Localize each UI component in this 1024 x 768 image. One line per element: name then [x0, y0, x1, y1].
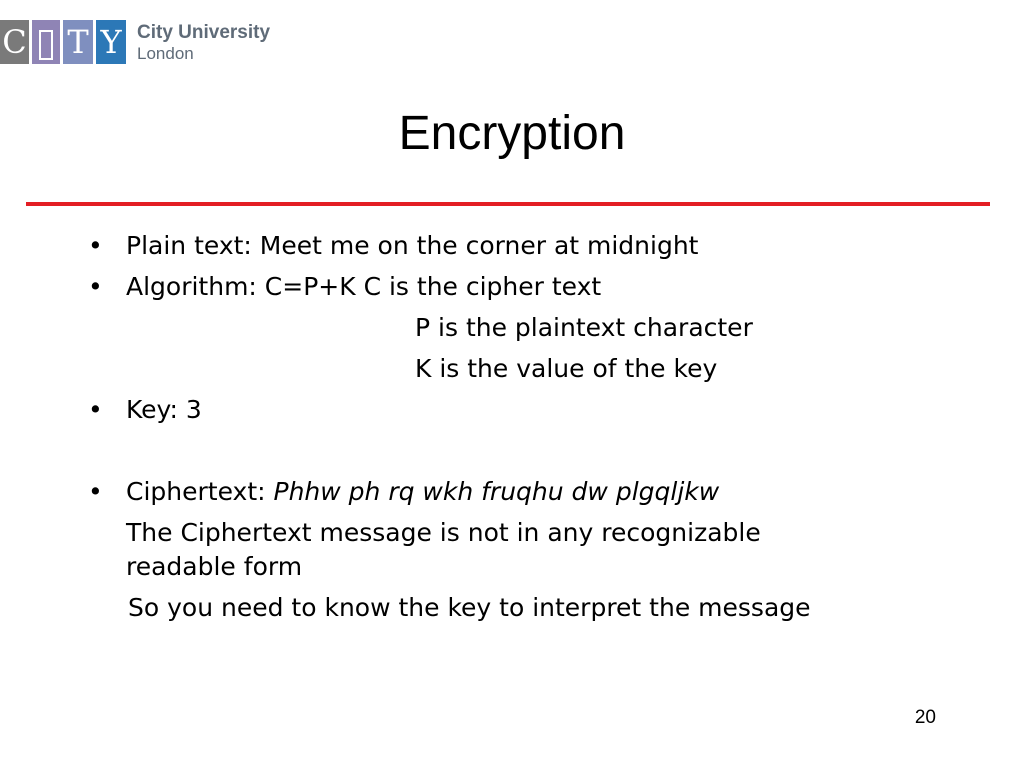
bullet-marker: •	[88, 272, 103, 301]
title-divider	[26, 202, 990, 206]
ciphertext-label: Ciphertext:	[126, 477, 274, 506]
logo-tile-t: T	[63, 20, 93, 64]
ciphertext-note-line2: readable form	[126, 552, 303, 581]
logo-wordmark	[137, 22, 270, 64]
bullet-marker: •	[88, 231, 103, 260]
logo-i-shape	[39, 30, 53, 60]
bullet-key: Key: 3	[126, 395, 202, 424]
logo-name-line1: City University	[137, 22, 271, 43]
logo-tile-i	[32, 20, 60, 64]
algorithm-p-definition: P is the plaintext character	[415, 313, 753, 342]
logo-name-line2: London	[137, 44, 194, 63]
page-number: 20	[914, 707, 936, 728]
bullet-marker: •	[88, 477, 103, 506]
ciphertext-note-line1: The Ciphertext message is not in any recognizable	[126, 518, 761, 547]
bullet-ciphertext	[126, 475, 719, 509]
ciphertext-value: Phhw ph rq wkh fruqhu dw plgqljkw	[273, 477, 720, 506]
bullet-plain-text: Plain text: Meet me on the corner at midnight	[126, 231, 699, 260]
slide-title: Encryption	[398, 107, 626, 160]
logo-tile-c: C	[0, 20, 29, 64]
bullet-marker: •	[88, 395, 103, 424]
bullet-algorithm: Algorithm: C=P+K C is the cipher text	[126, 272, 602, 301]
logo-tile-y: Y	[96, 20, 126, 64]
algorithm-k-definition: K is the value of the key	[415, 354, 718, 383]
key-note: So you need to know the key to interpret the message	[128, 593, 811, 622]
